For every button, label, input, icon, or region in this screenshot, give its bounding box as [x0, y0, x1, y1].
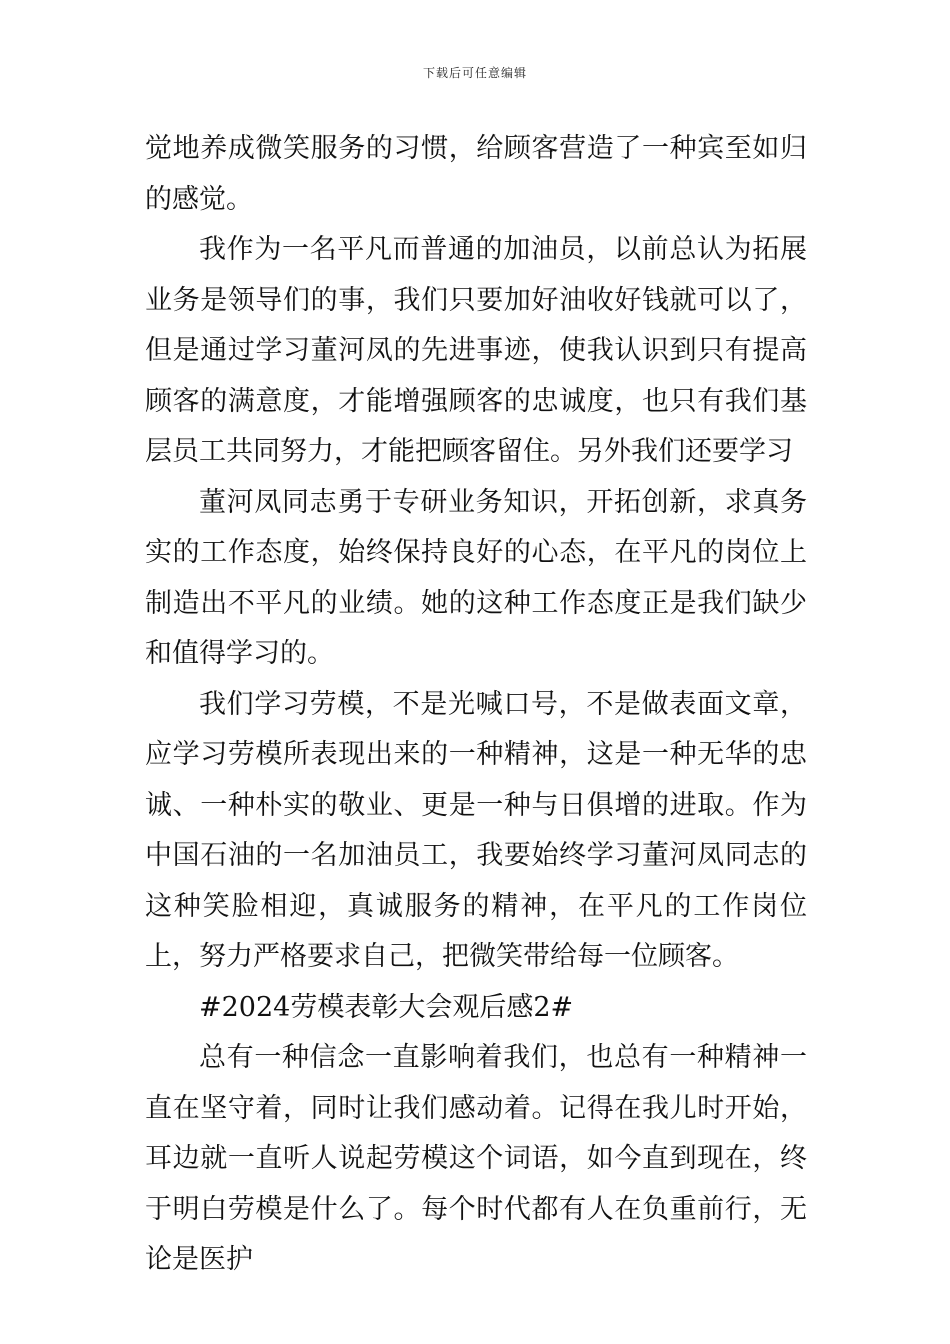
paragraph-1: 觉地养成微笑服务的习惯，给顾客营造了一种宾至如归的感觉。 [145, 133, 807, 215]
document-body [145, 124, 807, 1286]
paragraph-5: 总有一种信念一直影响着我们，也总有一种精神一直在坚守着，同时让我们感动着。记得在我儿时开始，耳边就一直听人说起劳模这个词语，如今直到现在，终于明白劳模是什么了。每个时代都有人在负重前行，无论是医护 [145, 1042, 807, 1275]
page-header-note: 下载后可任意编辑 [422, 66, 527, 80]
paragraph-3: 董河凤同志勇于专研业务知识，开拓创新，求真务实的工作态度，始终保持良好的心态，在平凡的岗位上制造出不平凡的业绩。她的这种工作态度正是我们缺少和值得学习的。 [145, 486, 807, 669]
section-heading: #2024劳模表彰大会观后感2# [199, 991, 574, 1023]
paragraph-4: 我们学习劳模，不是光喊口号，不是做表面文章，应学习劳模所表现出来的一种精神，这是一种无华的忠诚、一种朴实的敬业、更是一种与日俱增的进取。作为中国石油的一名加油员工，我要始终学习董河凤同志的这种笑脸相迎，真诚服务的精神，在平凡的工作岗位上，努力严格要求自己，把微笑带给每一位顾客。 [145, 688, 807, 972]
paragraph-2: 我作为一名平凡而普通的加油员，以前总认为拓展业务是领导们的事，我们只要加好油收好钱就可以了，但是通过学习董河凤的先进事迹，使我认识到只有提高顾客的满意度，才能增强顾客的忠诚度，也只有我们基层员工共同努力，才能把顾客留住。另外我们还要学习 [145, 234, 807, 467]
